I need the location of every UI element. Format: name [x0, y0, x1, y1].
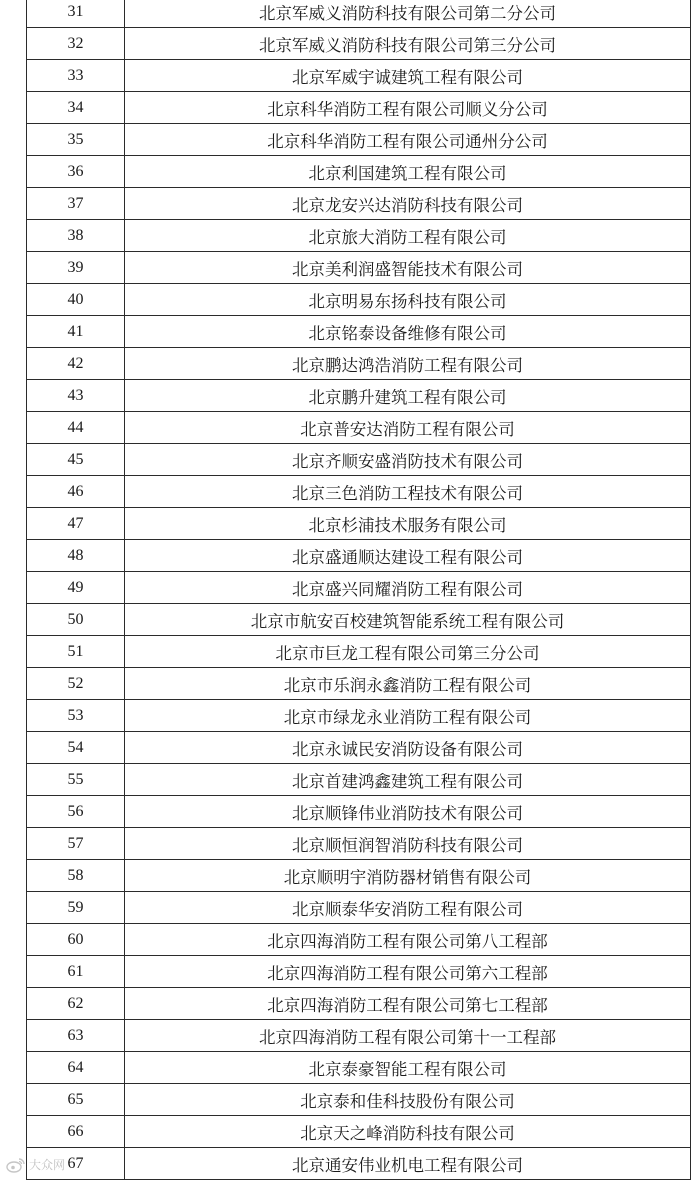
table-row — [27, 316, 691, 348]
table-row — [27, 284, 691, 316]
table-row — [27, 1148, 691, 1180]
table-row — [27, 476, 691, 508]
row-number: 63 — [27, 1020, 125, 1052]
company-name: 北京军威义消防科技有限公司第三分公司 — [125, 28, 691, 60]
row-number: 46 — [27, 476, 125, 508]
table-row — [27, 1020, 691, 1052]
company-name: 北京杉浦技术服务有限公司 — [125, 508, 691, 540]
row-number: 66 — [27, 1116, 125, 1148]
row-number: 53 — [27, 700, 125, 732]
company-name: 北京永诚民安消防设备有限公司 — [125, 732, 691, 764]
row-number: 37 — [27, 188, 125, 220]
company-name: 北京泰和佳科技股份有限公司 — [125, 1084, 691, 1116]
row-number: 38 — [27, 220, 125, 252]
company-name: 北京市航安百校建筑智能系统工程有限公司 — [125, 604, 691, 636]
company-name: 北京科华消防工程有限公司顺义分公司 — [125, 92, 691, 124]
table-row — [27, 572, 691, 604]
table-row — [27, 188, 691, 220]
company-name: 北京盛通顺达建设工程有限公司 — [125, 540, 691, 572]
table-row — [27, 348, 691, 380]
table-row — [27, 764, 691, 796]
row-number: 55 — [27, 764, 125, 796]
row-number: 58 — [27, 860, 125, 892]
table-row — [27, 508, 691, 540]
row-number: 33 — [27, 60, 125, 92]
row-number: 51 — [27, 636, 125, 668]
row-number: 35 — [27, 124, 125, 156]
company-table — [26, 0, 691, 1180]
company-name: 北京顺锋伟业消防技术有限公司 — [125, 796, 691, 828]
table-row — [27, 892, 691, 924]
company-name: 北京军威义消防科技有限公司第二分公司 — [125, 0, 691, 28]
weibo-icon — [6, 1157, 26, 1173]
company-name: 北京顺泰华安消防工程有限公司 — [125, 892, 691, 924]
company-name: 北京军威宇诚建筑工程有限公司 — [125, 60, 691, 92]
table-body — [27, 0, 691, 1180]
company-name: 北京首建鸿鑫建筑工程有限公司 — [125, 764, 691, 796]
row-number: 60 — [27, 924, 125, 956]
table-row — [27, 124, 691, 156]
company-name: 北京科华消防工程有限公司通州分公司 — [125, 124, 691, 156]
watermark-text: 大众网 — [29, 1158, 66, 1172]
company-name: 北京龙安兴达消防科技有限公司 — [125, 188, 691, 220]
row-number: 59 — [27, 892, 125, 924]
company-name: 北京利国建筑工程有限公司 — [125, 156, 691, 188]
table-row — [27, 988, 691, 1020]
table-row — [27, 220, 691, 252]
row-number: 45 — [27, 444, 125, 476]
company-name: 北京铭泰设备维修有限公司 — [125, 316, 691, 348]
table-row — [27, 412, 691, 444]
table-row — [27, 924, 691, 956]
row-number: 32 — [27, 28, 125, 60]
table-row — [27, 28, 691, 60]
company-name: 北京四海消防工程有限公司第八工程部 — [125, 924, 691, 956]
company-name: 北京顺明宇消防器材销售有限公司 — [125, 860, 691, 892]
row-number: 47 — [27, 508, 125, 540]
table-row — [27, 956, 691, 988]
table-row — [27, 732, 691, 764]
row-number: 61 — [27, 956, 125, 988]
row-number: 39 — [27, 252, 125, 284]
row-number: 50 — [27, 604, 125, 636]
company-name: 北京美利润盛智能技术有限公司 — [125, 252, 691, 284]
table-row — [27, 700, 691, 732]
company-name: 北京三色消防工程技术有限公司 — [125, 476, 691, 508]
company-name: 北京四海消防工程有限公司第六工程部 — [125, 956, 691, 988]
table-row — [27, 0, 691, 28]
table-row — [27, 860, 691, 892]
row-number: 64 — [27, 1052, 125, 1084]
table-row — [27, 828, 691, 860]
table-row — [27, 636, 691, 668]
company-name: 北京天之峰消防科技有限公司 — [125, 1116, 691, 1148]
company-list-sheet — [26, 0, 690, 1180]
table-row — [27, 668, 691, 700]
company-name: 北京明易东扬科技有限公司 — [125, 284, 691, 316]
row-number: 62 — [27, 988, 125, 1020]
row-number: 67 — [27, 1148, 125, 1180]
company-name: 北京四海消防工程有限公司第七工程部 — [125, 988, 691, 1020]
row-number: 40 — [27, 284, 125, 316]
table-row — [27, 60, 691, 92]
table-row — [27, 156, 691, 188]
row-number: 34 — [27, 92, 125, 124]
row-number: 49 — [27, 572, 125, 604]
row-number: 57 — [27, 828, 125, 860]
company-name: 北京市巨龙工程有限公司第三分公司 — [125, 636, 691, 668]
company-name: 北京齐顺安盛消防技术有限公司 — [125, 444, 691, 476]
table-row — [27, 1116, 691, 1148]
row-number: 54 — [27, 732, 125, 764]
row-number: 48 — [27, 540, 125, 572]
row-number: 41 — [27, 316, 125, 348]
company-name: 北京顺恒润智消防科技有限公司 — [125, 828, 691, 860]
company-name: 北京普安达消防工程有限公司 — [125, 412, 691, 444]
table-row — [27, 92, 691, 124]
watermark — [6, 1156, 65, 1173]
company-name: 北京旅大消防工程有限公司 — [125, 220, 691, 252]
company-name: 北京四海消防工程有限公司第十一工程部 — [125, 1020, 691, 1052]
table-row — [27, 444, 691, 476]
company-name: 北京鹏达鸿浩消防工程有限公司 — [125, 348, 691, 380]
table-row — [27, 604, 691, 636]
table-row — [27, 252, 691, 284]
table-row — [27, 380, 691, 412]
company-name: 北京盛兴同耀消防工程有限公司 — [125, 572, 691, 604]
row-number: 52 — [27, 668, 125, 700]
company-name: 北京市乐润永鑫消防工程有限公司 — [125, 668, 691, 700]
row-number: 43 — [27, 380, 125, 412]
row-number: 42 — [27, 348, 125, 380]
row-number: 56 — [27, 796, 125, 828]
table-row — [27, 1084, 691, 1116]
row-number: 44 — [27, 412, 125, 444]
company-name: 北京泰豪智能工程有限公司 — [125, 1052, 691, 1084]
company-name: 北京鹏升建筑工程有限公司 — [125, 380, 691, 412]
table-row — [27, 1052, 691, 1084]
company-name: 北京通安伟业机电工程有限公司 — [125, 1148, 691, 1180]
row-number: 36 — [27, 156, 125, 188]
table-row — [27, 540, 691, 572]
row-number: 31 — [27, 0, 125, 28]
row-number: 65 — [27, 1084, 125, 1116]
table-row — [27, 796, 691, 828]
company-name: 北京市绿龙永业消防工程有限公司 — [125, 700, 691, 732]
